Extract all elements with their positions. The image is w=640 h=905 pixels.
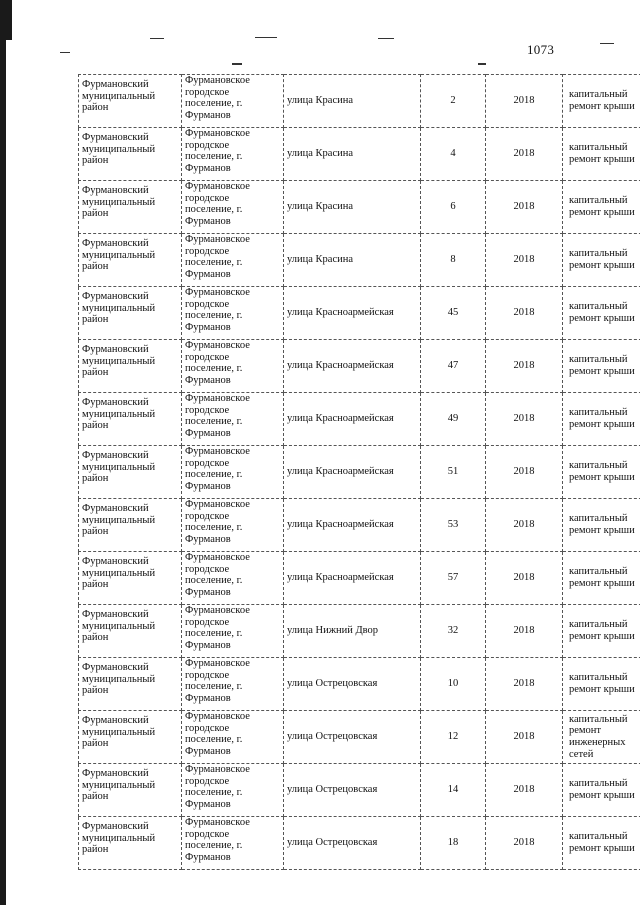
- work-type-cell: [563, 75, 640, 128]
- street-cell: [284, 181, 421, 234]
- settlement-cell: [182, 817, 284, 870]
- work-type-cell-text: капитальный ремонт инженерных сетей: [569, 713, 628, 760]
- year-cell: [486, 446, 563, 499]
- table-row: [79, 340, 640, 393]
- work-type-cell-text: капитальный ремонт крыши: [569, 354, 635, 377]
- street-cell-text: улица Красина: [287, 254, 354, 266]
- street-cell-text: улица Красноармейская: [287, 519, 394, 531]
- table-row: [79, 605, 640, 658]
- work-type-cell-text: капитальный ремонт крыши: [569, 248, 635, 271]
- settlement-cell-text: Фурмановское городское поселение, г. Фурманов: [185, 658, 250, 704]
- street-cell-text: улица Красноармейская: [287, 307, 394, 319]
- house-number-cell-text: 12: [447, 731, 459, 743]
- year-cell-text: 2018: [513, 625, 535, 637]
- street-cell-text: улица Красноармейская: [287, 360, 394, 372]
- year-cell-text: 2018: [513, 413, 535, 425]
- house-number-cell: [421, 711, 486, 764]
- work-type-cell-text: капитальный ремонт крыши: [569, 566, 635, 589]
- street-cell-text: улица Нижний Двор: [287, 625, 379, 637]
- work-type-cell: [563, 552, 640, 605]
- house-number-cell: [421, 446, 486, 499]
- work-type-cell-text: капитальный ремонт крыши: [569, 619, 635, 642]
- settlement-cell-text: Фурмановское городское поселение, г. Фурманов: [185, 181, 250, 227]
- work-type-cell-text: капитальный ремонт крыши: [569, 672, 635, 695]
- district-cell-text: Фурмановский муниципальный район: [82, 79, 156, 114]
- street-cell: [284, 605, 421, 658]
- street-cell: [284, 75, 421, 128]
- table-row: [79, 234, 640, 287]
- work-type-cell: [563, 711, 640, 764]
- scan-corner-shadow: [0, 0, 12, 40]
- district-cell-text: Фурмановский муниципальный район: [82, 238, 156, 273]
- street-cell-text: улица Острецовская: [287, 784, 378, 796]
- work-type-cell: [563, 605, 640, 658]
- scan-speck: [600, 43, 614, 44]
- work-type-cell: [563, 340, 640, 393]
- district-cell-text: Фурмановский муниципальный район: [82, 503, 156, 538]
- house-number-cell: [421, 234, 486, 287]
- house-number-cell: [421, 75, 486, 128]
- year-cell: [486, 764, 563, 817]
- street-cell: [284, 393, 421, 446]
- table-row: [79, 128, 640, 181]
- house-number-cell: [421, 393, 486, 446]
- district-cell: [79, 181, 182, 234]
- street-cell-text: улица Острецовская: [287, 731, 378, 743]
- year-cell-text: 2018: [513, 254, 535, 266]
- year-cell: [486, 234, 563, 287]
- district-cell-text: Фурмановский муниципальный район: [82, 344, 156, 379]
- settlement-cell: [182, 764, 284, 817]
- settlement-cell-text: Фурмановское городское поселение, г. Фурманов: [185, 499, 250, 545]
- district-cell-text: Фурмановский муниципальный район: [82, 715, 156, 750]
- district-cell: [79, 340, 182, 393]
- house-number-cell: [421, 817, 486, 870]
- scan-edge-shadow: [0, 0, 6, 905]
- district-cell-text: Фурмановский муниципальный район: [82, 291, 156, 326]
- work-type-cell: [563, 287, 640, 340]
- table-body: [79, 75, 640, 870]
- work-type-cell-text: капитальный ремонт крыши: [569, 301, 635, 324]
- settlement-cell: [182, 75, 284, 128]
- house-number-cell: [421, 658, 486, 711]
- settlement-cell: [182, 658, 284, 711]
- year-cell: [486, 393, 563, 446]
- table-row: [79, 711, 640, 764]
- house-number-cell-text: 8: [450, 254, 456, 266]
- district-cell: [79, 552, 182, 605]
- work-type-cell-text: капитальный ремонт крыши: [569, 778, 635, 801]
- settlement-cell-text: Фурмановское городское поселение, г. Фурманов: [185, 711, 250, 757]
- house-number-cell-text: 47: [447, 360, 459, 372]
- table-row: [79, 817, 640, 870]
- district-cell: [79, 287, 182, 340]
- house-number-cell-text: 2: [450, 95, 456, 107]
- house-number-cell-text: 57: [447, 572, 459, 584]
- district-cell-text: Фурмановский муниципальный район: [82, 768, 156, 803]
- street-cell-text: улица Красноармейская: [287, 572, 394, 584]
- work-type-cell-text: капитальный ремонт крыши: [569, 195, 635, 218]
- district-cell-text: Фурмановский муниципальный район: [82, 397, 156, 432]
- work-type-cell-text: капитальный ремонт крыши: [569, 831, 635, 854]
- district-cell-text: Фурмановский муниципальный район: [82, 450, 156, 485]
- settlement-cell: [182, 181, 284, 234]
- street-cell-text: улица Красина: [287, 201, 354, 213]
- table-row: [79, 552, 640, 605]
- table-row: [79, 75, 640, 128]
- table-row: [79, 287, 640, 340]
- year-cell: [486, 605, 563, 658]
- street-cell: [284, 234, 421, 287]
- district-cell-text: Фурмановский муниципальный район: [82, 821, 156, 856]
- year-cell: [486, 499, 563, 552]
- scan-speck: [378, 38, 394, 39]
- street-cell: [284, 287, 421, 340]
- street-cell-text: улица Красина: [287, 148, 354, 160]
- street-cell-text: улица Красноармейская: [287, 466, 394, 478]
- year-cell: [486, 181, 563, 234]
- year-cell: [486, 552, 563, 605]
- house-number-cell: [421, 181, 486, 234]
- house-number-cell: [421, 287, 486, 340]
- work-type-cell: [563, 181, 640, 234]
- street-cell: [284, 340, 421, 393]
- year-cell-text: 2018: [513, 201, 535, 213]
- street-cell-text: улица Красина: [287, 95, 354, 107]
- house-number-cell: [421, 764, 486, 817]
- year-cell: [486, 75, 563, 128]
- house-number-cell-text: 4: [450, 148, 456, 160]
- settlement-cell: [182, 128, 284, 181]
- settlement-cell-text: Фурмановское городское поселение, г. Фурманов: [185, 446, 250, 492]
- street-cell: [284, 711, 421, 764]
- year-cell: [486, 340, 563, 393]
- settlement-cell-text: Фурмановское городское поселение, г. Фурманов: [185, 605, 250, 651]
- district-cell: [79, 234, 182, 287]
- settlement-cell: [182, 393, 284, 446]
- district-cell-text: Фурмановский муниципальный район: [82, 662, 156, 697]
- street-cell: [284, 128, 421, 181]
- work-type-cell: [563, 393, 640, 446]
- year-cell-text: 2018: [513, 519, 535, 531]
- street-cell: [284, 764, 421, 817]
- district-cell-text: Фурмановский муниципальный район: [82, 132, 156, 167]
- house-number-cell: [421, 605, 486, 658]
- house-number-cell: [421, 128, 486, 181]
- year-cell: [486, 128, 563, 181]
- settlement-cell-text: Фурмановское городское поселение, г. Фурманов: [185, 234, 250, 280]
- settlement-cell: [182, 605, 284, 658]
- table-row: [79, 393, 640, 446]
- district-cell: [79, 393, 182, 446]
- house-number-cell-text: 49: [447, 413, 459, 425]
- year-cell-text: 2018: [513, 148, 535, 160]
- work-type-cell: [563, 764, 640, 817]
- year-cell-text: 2018: [513, 837, 535, 849]
- year-cell-text: 2018: [513, 95, 535, 107]
- house-number-cell-text: 53: [447, 519, 459, 531]
- work-type-cell: [563, 128, 640, 181]
- street-cell-text: улица Острецовская: [287, 678, 378, 690]
- settlement-cell: [182, 552, 284, 605]
- house-number-cell: [421, 552, 486, 605]
- work-type-cell: [563, 234, 640, 287]
- settlement-cell-text: Фурмановское городское поселение, г. Фурманов: [185, 817, 250, 863]
- house-number-cell: [421, 340, 486, 393]
- year-cell-text: 2018: [513, 466, 535, 478]
- year-cell: [486, 658, 563, 711]
- district-cell-text: Фурмановский муниципальный район: [82, 609, 156, 644]
- settlement-cell: [182, 446, 284, 499]
- settlement-cell: [182, 499, 284, 552]
- work-type-cell-text: капитальный ремонт крыши: [569, 460, 635, 483]
- year-cell-text: 2018: [513, 572, 535, 584]
- house-number-cell-text: 10: [447, 678, 459, 690]
- street-cell-text: улица Острецовская: [287, 837, 378, 849]
- work-type-cell: [563, 658, 640, 711]
- year-cell-text: 2018: [513, 360, 535, 372]
- house-number-cell-text: 32: [447, 625, 459, 637]
- settlement-cell: [182, 287, 284, 340]
- settlement-cell-text: Фурмановское городское поселение, г. Фурманов: [185, 340, 250, 386]
- work-type-cell-text: капитальный ремонт крыши: [569, 407, 635, 430]
- settlement-cell: [182, 340, 284, 393]
- work-type-cell-text: капитальный ремонт крыши: [569, 513, 635, 536]
- scan-speck: [60, 52, 70, 53]
- scan-speck: [150, 38, 164, 39]
- house-number-cell-text: 45: [447, 307, 459, 319]
- district-cell: [79, 658, 182, 711]
- house-number-cell-text: 51: [447, 466, 459, 478]
- settlement-cell-text: Фурмановское городское поселение, г. Фурманов: [185, 287, 250, 333]
- house-number-cell-text: 14: [447, 784, 459, 796]
- work-type-cell-text: капитальный ремонт крыши: [569, 142, 635, 165]
- work-type-cell: [563, 817, 640, 870]
- year-cell-text: 2018: [513, 307, 535, 319]
- settlement-cell-text: Фурмановское городское поселение, г. Фурманов: [185, 75, 250, 121]
- scan-speck: [255, 37, 277, 38]
- district-cell-text: Фурмановский муниципальный район: [82, 185, 156, 220]
- table-row: [79, 446, 640, 499]
- street-cell: [284, 817, 421, 870]
- district-cell: [79, 499, 182, 552]
- repair-schedule-table: [78, 74, 635, 870]
- work-type-cell-text: капитальный ремонт крыши: [569, 89, 635, 112]
- work-type-cell: [563, 446, 640, 499]
- settlement-cell-text: Фурмановское городское поселение, г. Фурманов: [185, 393, 250, 439]
- street-cell: [284, 446, 421, 499]
- year-cell: [486, 287, 563, 340]
- year-cell: [486, 817, 563, 870]
- street-cell: [284, 552, 421, 605]
- house-number-cell: [421, 499, 486, 552]
- settlement-cell-text: Фурмановское городское поселение, г. Фурманов: [185, 128, 250, 174]
- year-cell: [486, 711, 563, 764]
- district-cell: [79, 75, 182, 128]
- year-cell-text: 2018: [513, 731, 535, 743]
- district-cell: [79, 711, 182, 764]
- settlement-cell-text: Фурмановское городское поселение, г. Фурманов: [185, 552, 250, 598]
- district-cell: [79, 128, 182, 181]
- table-row: [79, 764, 640, 817]
- page-number: 1073: [527, 42, 555, 57]
- settlement-cell: [182, 234, 284, 287]
- street-cell: [284, 499, 421, 552]
- district-cell: [79, 446, 182, 499]
- district-cell: [79, 817, 182, 870]
- table-row: [79, 658, 640, 711]
- house-number-cell-text: 18: [447, 837, 459, 849]
- year-cell-text: 2018: [513, 784, 535, 796]
- settlement-cell-text: Фурмановское городское поселение, г. Фурманов: [185, 764, 250, 810]
- table-row: [79, 181, 640, 234]
- district-cell-text: Фурмановский муниципальный район: [82, 556, 156, 591]
- settlement-cell: [182, 711, 284, 764]
- district-cell: [79, 764, 182, 817]
- street-cell-text: улица Красноармейская: [287, 413, 394, 425]
- scan-speck: [478, 63, 486, 65]
- house-number-cell-text: 6: [450, 201, 456, 213]
- district-cell: [79, 605, 182, 658]
- scan-speck: [232, 63, 242, 65]
- table-row: [79, 499, 640, 552]
- year-cell-text: 2018: [513, 678, 535, 690]
- work-type-cell: [563, 499, 640, 552]
- street-cell: [284, 658, 421, 711]
